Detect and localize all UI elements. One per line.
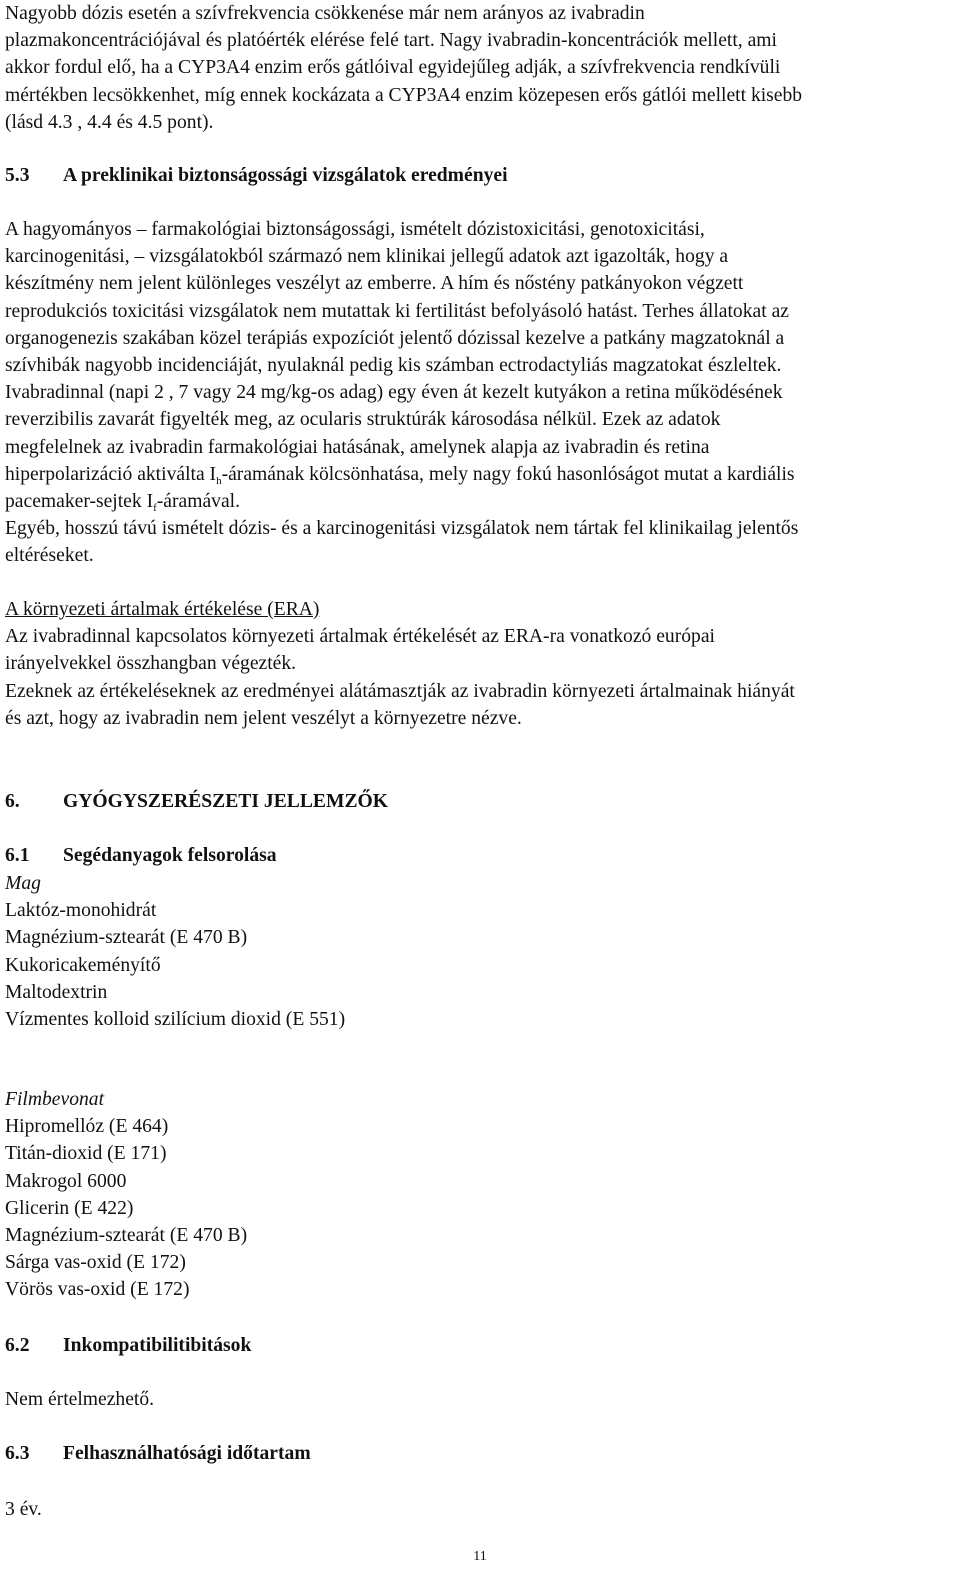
section-title: Inkompatibilitibitások — [63, 1335, 252, 1356]
list-item: Sárga vas-oxid (E 172) — [5, 1252, 186, 1274]
era-heading: A környezeti ártalmak értékelése (ERA) — [5, 599, 320, 620]
text-line: Nagyobb dózis esetén a szívfrekvencia csökkenése már nem arányos az ivabradin — [5, 3, 645, 24]
text-line: akkor fordul elő, ha a CYP3A4 enzim erős gátlóival egyidejűleg adják, a szívfrekvencia rendkívüli — [5, 57, 781, 79]
section-number: 5.3 — [5, 165, 30, 186]
text-line: karcinogenitási, – vizsgálatokból származó nem klinikai jellegű adatok azt igazolták, hogy a — [5, 246, 729, 268]
preclinical-paragraph — [5, 216, 798, 570]
section-title: Segédanyagok felsorolása — [63, 845, 277, 866]
list-item: Kukoricakeményítő — [5, 954, 161, 976]
page-number: 11 — [473, 1549, 487, 1564]
text-line: szívhibák nagyobb incidenciáját, nyulaknál pedig kis számban ectrodactyliás magzatokat észleltek. — [5, 355, 782, 377]
text-line: Ezeknek az értékeléseknek az eredményei alátámasztják az ivabradin környezeti ártalmainak hiányát — [5, 680, 795, 702]
list-item: Makrogol 6000 — [5, 1170, 127, 1192]
era-section — [5, 596, 795, 732]
subscript-h: h — [216, 474, 222, 487]
list-item: Titán-dioxid (E 171) — [5, 1143, 167, 1165]
section-heading-6-3 — [5, 1440, 311, 1467]
text-line: reprodukciós toxicitási vizsgálatok nem mutattak ki fertilitást befolyásoló hatást. Terhes állatokat az — [5, 300, 789, 322]
text-line: Egyéb, hosszú távú ismételt dózis- és a karcinogenitási vizsgálatok nem tártak fel klinikailag jelentős — [5, 518, 799, 540]
list-item: Laktóz-monohidrát — [5, 900, 157, 922]
section-title: GYÓGYSZERÉSZETI JELLEMZŐK — [63, 791, 389, 812]
text-line: reverzibilis zavarát figyelték meg, az ocularis struktúrák károsodása nélkül. Ezek az adatok — [5, 409, 721, 431]
core-excipients — [5, 870, 345, 1033]
text-line: Ivabradinnal (napi 2 , 7 vagy 24 mg/kg-os adag) egy éven át kezelt kutyákon a retina működésének — [5, 382, 783, 404]
section-number: 6.3 — [5, 1443, 30, 1464]
text-line: mértékben lecsökkenhet, míg ennek kockázata a CYP3A4 enzim közepesen erős gátlói mellett kisebb — [5, 84, 803, 106]
list-item: Vörös vas-oxid (E 172) — [5, 1279, 190, 1301]
text-line-ih: hiperpolarizáció aktiválta $I_h$-áramának kölcsönhatása, mely nagy fokú hasonlóságot mutat a kardiális — [5, 463, 795, 487]
section-title: A preklinikai biztonságossági vizsgálatok eredményei — [63, 165, 508, 186]
list-item: Glicerin (E 422) — [5, 1197, 134, 1219]
core-label: Mag — [5, 873, 41, 894]
section-number: 6. — [5, 791, 20, 812]
text-line: készítmény nem jelent különleges veszélyt az emberre. A hím és nőstény patkányokon végzett — [5, 273, 744, 295]
text-line: megfelelnek az ivabradin farmakológiai hatásának, amelynek alapja az ivabradin és retina — [5, 436, 710, 458]
section-heading-6-1 — [5, 842, 277, 869]
section-number: 6.1 — [5, 845, 30, 866]
coating-excipients — [5, 1086, 247, 1304]
text-line: irányelvekkel összhangban végezték. — [5, 653, 297, 675]
coating-label: Filmbevonat — [5, 1089, 105, 1110]
shelf-life-text: 3 év. — [5, 1499, 42, 1520]
text-line-if: pacemaker-sejtek $I_f$-áramával. — [5, 491, 240, 515]
intro-paragraph — [5, 0, 802, 136]
list-item: Magnézium-sztearát (E 470 B) — [5, 1225, 248, 1247]
section-heading-6-2 — [5, 1332, 251, 1359]
text-line: (lásd 4.3 , 4.4 és 4.5 pont). — [5, 111, 214, 133]
list-item: Maltodextrin — [5, 981, 108, 1003]
text-line: eltéréseket. — [5, 545, 94, 567]
list-item: Magnézium-sztearát (E 470 B) — [5, 927, 248, 949]
text-line: A hagyományos – farmakológiai biztonságossági, ismételt dózistoxicitási, genotoxicitási, — [5, 219, 705, 240]
text-line: organogenezis szakában közel terápiás expozíciót jelentő dózissal kezelve a patkány magzatoknál a — [5, 327, 785, 349]
section-title: Felhasználhatósági időtartam — [63, 1443, 311, 1464]
text-line: Az ivabradinnal kapcsolatos környezeti ártalmak értékelését az ERA-ra vonatkozó európai — [5, 626, 715, 648]
subscript-f: f — [153, 502, 157, 515]
list-item: Hipromellóz (E 464) — [5, 1116, 169, 1138]
section-heading-6 — [5, 788, 388, 815]
text-line: plazmakoncentrációjával és platóérték elérése felé tart. Nagy ivabradin-koncentrációk mellett, ami — [5, 30, 777, 52]
text-line: és azt, hogy az ivabradin nem jelent veszélyt a környezetre nézve. — [5, 707, 522, 729]
incompatibility-text: Nem értelmezhető. — [5, 1389, 155, 1410]
list-item: Vízmentes kolloid szilícium dioxid (E 551) — [5, 1009, 346, 1031]
section-number: 6.2 — [5, 1335, 30, 1356]
section-heading-5-3 — [5, 162, 508, 189]
